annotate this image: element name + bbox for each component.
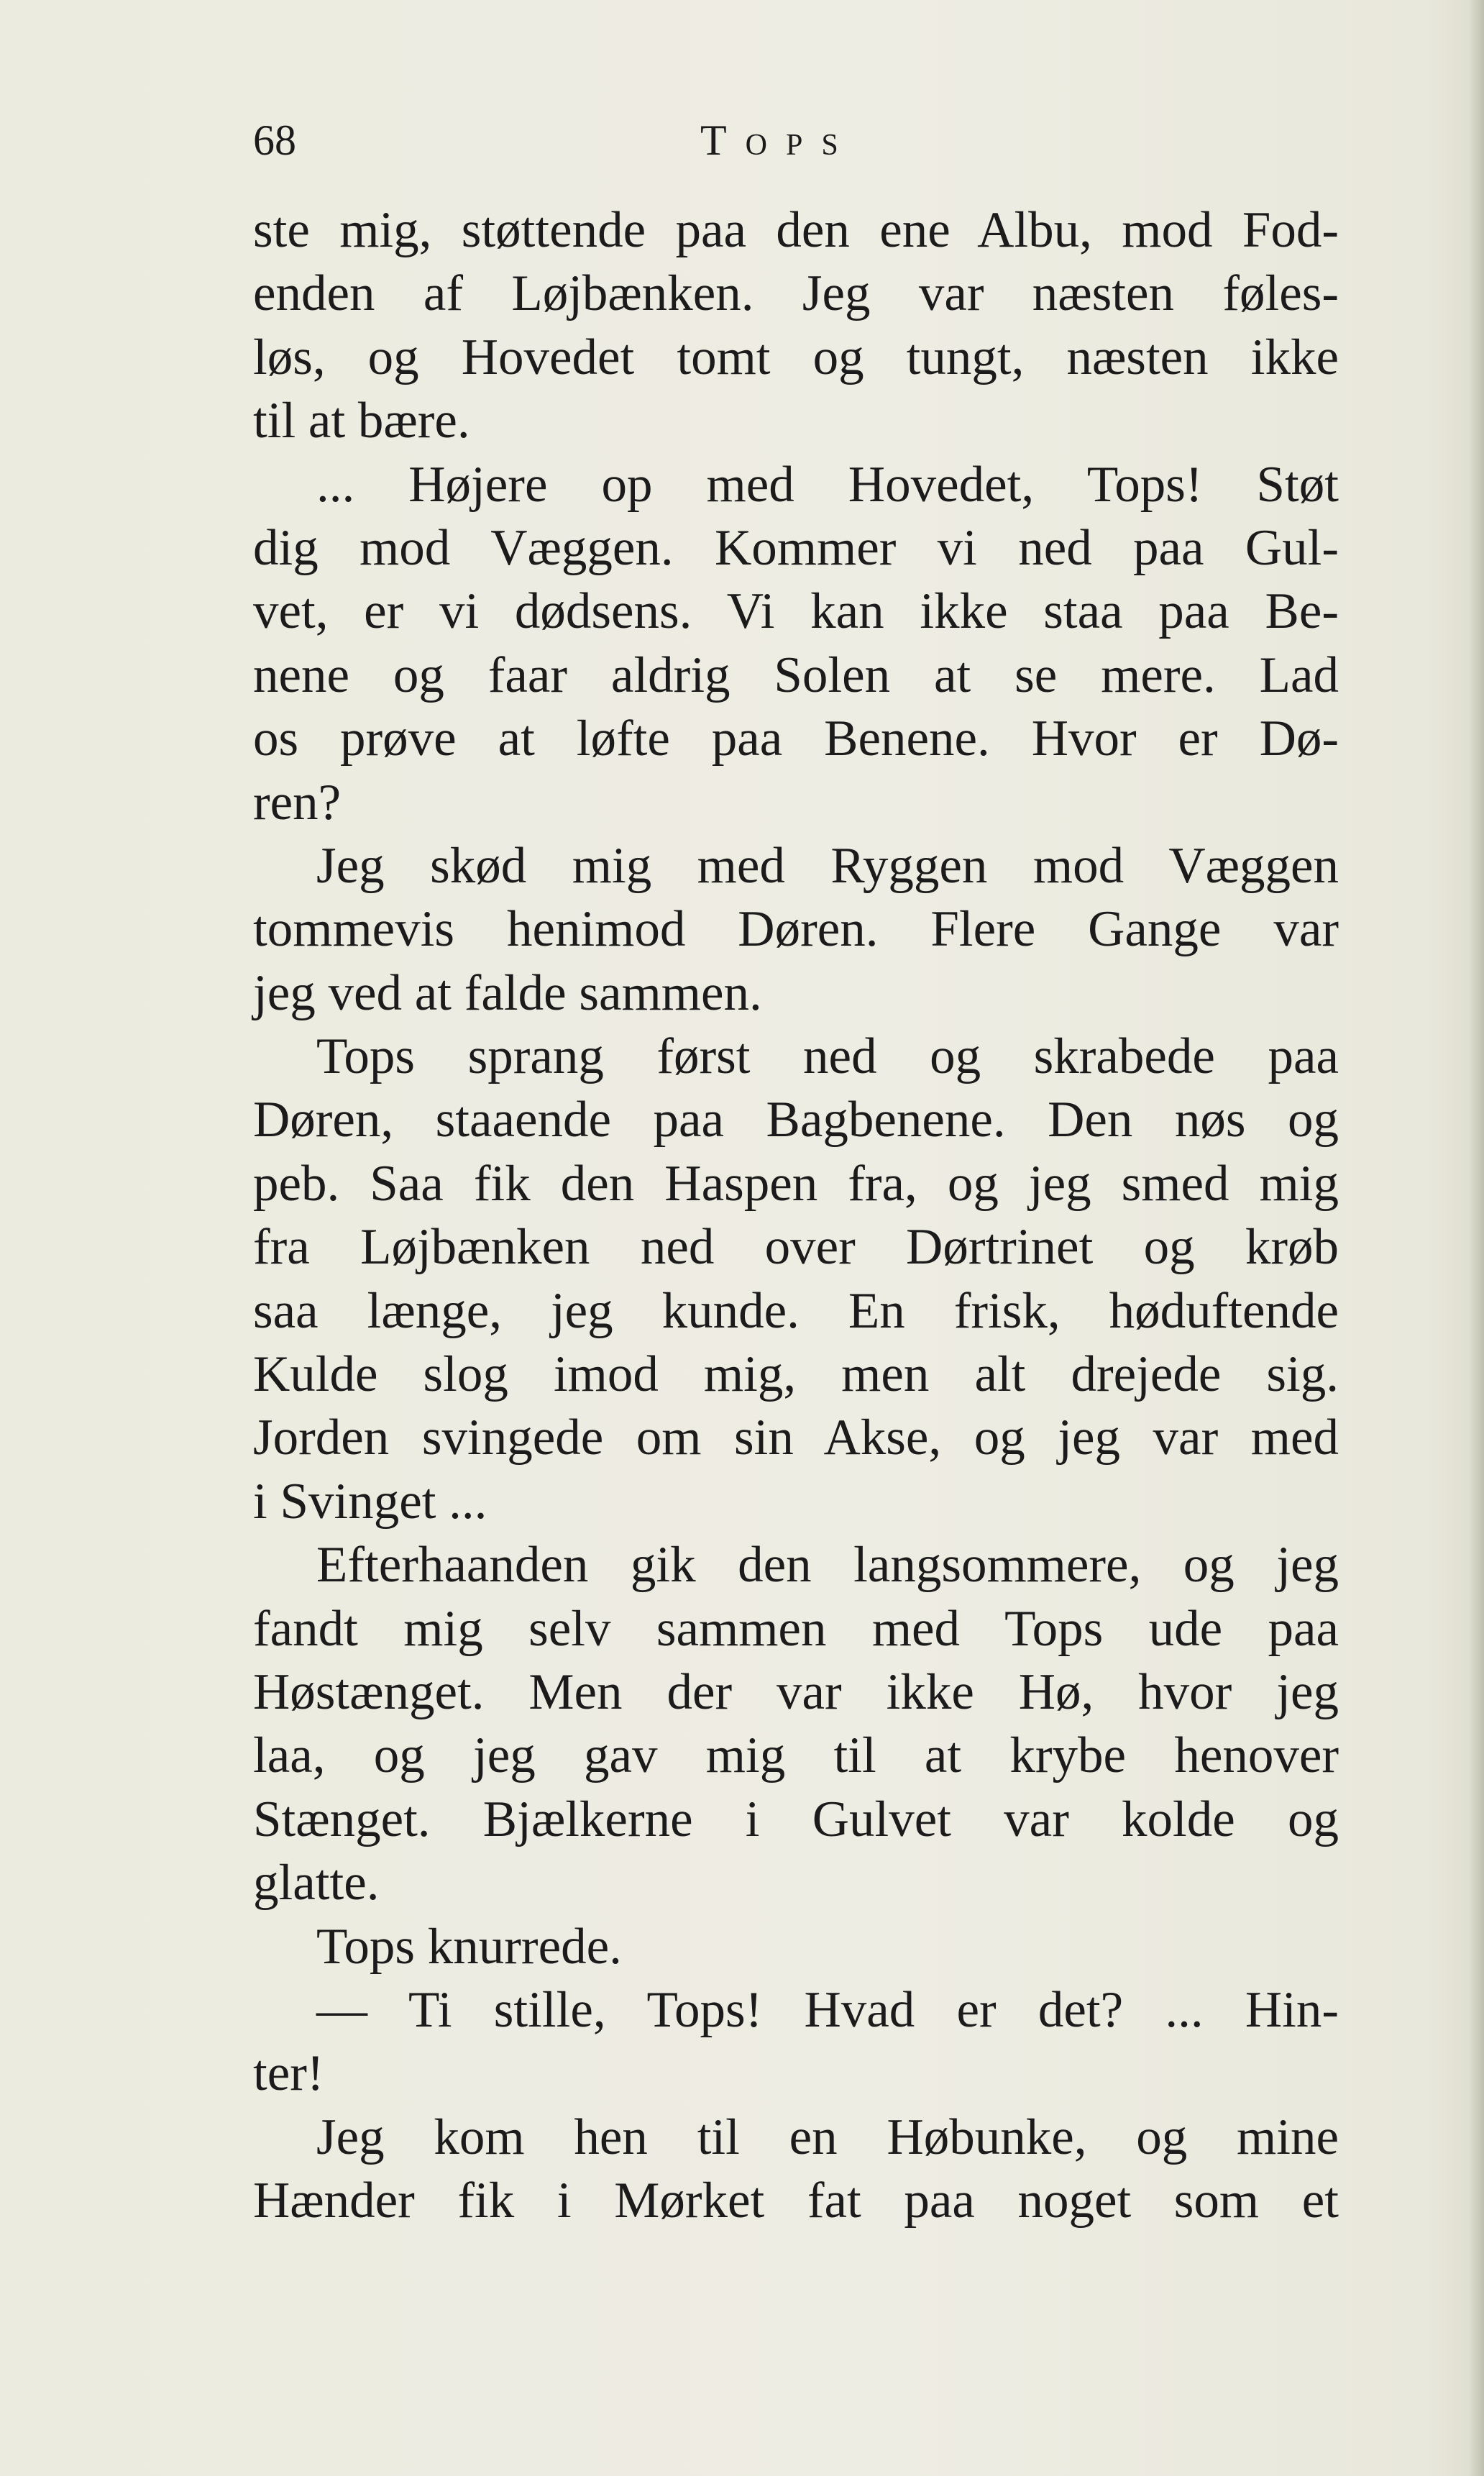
- text-line: tommevis henimod Døren. Flere Gange var: [253, 901, 1339, 958]
- text-line: saa længe, jeg kunde. En frisk, høduftende: [253, 1282, 1339, 1339]
- text-line: vet, er vi dødsens. Vi kan ikke staa paa Be-: [253, 583, 1339, 640]
- body-text: [253, 198, 1339, 2233]
- text-line: Jeg skød mig med Ryggen mod Væggen: [316, 837, 1339, 894]
- text-line: peb. Saa fik den Haspen fra, og jeg smed mig: [253, 1155, 1339, 1212]
- text-line: fra Løjbænken ned over Dørtrinet og krøb: [253, 1219, 1339, 1276]
- text-line: Høstænget. Men der var ikke Hø, hvor jeg: [253, 1663, 1339, 1720]
- page-number: 68: [253, 117, 296, 164]
- text-line: ste mig, støttende paa den ene Albu, mod Fod-: [253, 202, 1339, 258]
- text-line: i Svinget ...: [253, 1473, 487, 1530]
- text-line: Tops knurrede.: [316, 1918, 622, 1975]
- text-line: Efterhaanden gik den langsommere, og jeg: [316, 1537, 1339, 1594]
- text-line: løs, og Hovedet tomt og tungt, næsten ikke: [253, 329, 1339, 385]
- text-line: nene og faar aldrig Solen at se mere. Lad: [253, 647, 1339, 703]
- text-line: jeg ved at falde sammen.: [253, 964, 762, 1021]
- running-head: [253, 108, 1332, 173]
- text-line: ren?: [253, 774, 342, 831]
- text-line: Tops sprang først ned og skrabede paa: [316, 1028, 1339, 1085]
- text-line: — Ti stille, Tops! Hvad er det? ... Hin-: [316, 1981, 1339, 2038]
- text-line: laa, og jeg gav mig til at krybe henover: [253, 1727, 1339, 1784]
- text-line: dig mod Væggen. Kommer vi ned paa Gul-: [253, 519, 1339, 576]
- text-line: Hænder fik i Mørket fat paa noget som et: [253, 2173, 1339, 2229]
- text-line: Stænget. Bjælkerne i Gulvet var kolde og: [253, 1791, 1339, 1847]
- text-line: ter!: [253, 2045, 324, 2102]
- book-title: Tops: [700, 117, 857, 164]
- text-line: enden af Løjbænken. Jeg var næsten føles-: [253, 265, 1339, 322]
- text-line: til at bære.: [253, 393, 470, 449]
- text-line: glatte.: [253, 1855, 380, 1911]
- text-line: os prøve at løfte paa Benene. Hvor er Dø-: [253, 711, 1339, 767]
- text-line: Jorden svingede om sin Akse, og jeg var med: [253, 1410, 1339, 1466]
- text-line: Kulde slog imod mig, men alt drejede sig.: [253, 1346, 1339, 1403]
- text-line: fandt mig selv sammen med Tops ude paa: [253, 1600, 1339, 1657]
- page-edge-shadow: [1468, 0, 1484, 2476]
- text-line: ... Højere op med Hovedet, Tops! Støt: [316, 456, 1339, 513]
- text-line: Jeg kom hen til en Høbunke, og mine: [316, 2109, 1339, 2165]
- text-line: Døren, staaende paa Bagbenene. Den nøs og: [253, 1092, 1339, 1148]
